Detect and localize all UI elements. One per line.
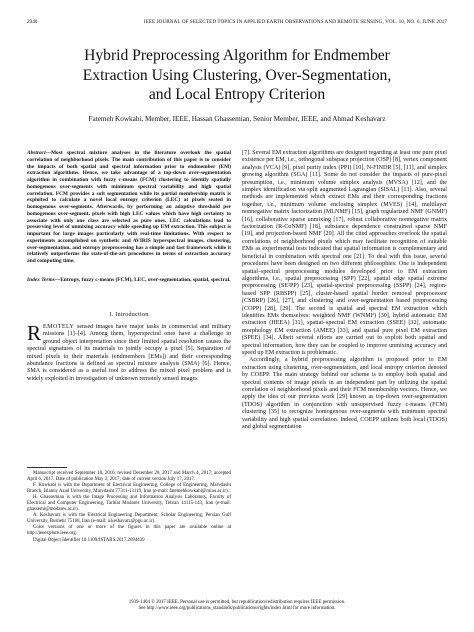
abstract-label: Abstract— [27, 150, 51, 156]
right-column [242, 150, 447, 570]
intro-text: sensed images have major tasks in commercial and military missions [1]–[4]. Among them, hyperspectral ones have a challenge in ground object interpretation since their limited spatial resolution causes the spectral signatures of its materials to jointly occupy a pixel [5]. Separation of mixed pixels to their materials (endmembers [EMs]) and their corresponding abundance fractions is defined as spectral mixture analysis (SMA) [6]. Hence, SMA is considered as a useful tool to address the mixed pixel problem and is widely exploited in investigation of unknown remotely sensed images [27, 324, 231, 382]
footnote-color-versions: Color versions of one or more of the figures in this paper are available online at http://ieeexplore.ieee.org. [27, 525, 231, 537]
copyright-footer [27, 600, 447, 612]
drop-cap: R [27, 324, 42, 345]
index-terms [27, 277, 231, 304]
author-list: Fatemeh Kowkabi, Member, IEEE, Hassan Ghassemian, Senior Member, IEEE, and Ahmad Keshavarz [88, 115, 386, 123]
title-line-2: Extraction Using Clustering, Over-Segmentation, [82, 66, 392, 84]
right-column-body [242, 150, 447, 570]
paper-title [27, 46, 447, 105]
footnote-divider [27, 467, 67, 468]
footnote-manuscript: Manuscript received September 18, 2016; revised December 28, 2017 and March 4, 2017; accepted April 6, 2017. Date of publication May 2, 2017; date of current version July 17, 2017. [27, 471, 231, 483]
section-heading-introduction: I. Introduction [109, 312, 149, 318]
body-paragraph-1: [7]. Several EM extraction algorithms are designed regarding at least one pure pixel existence per EM, i.e., orthogonal subspace projection (OSP) [8], vertex component analysis (VCA) [9], pixel purity index (PPI) [10], N-FINDR [5], [11], and simplex growing algorithm (SGA) [11]. Some do not consider the impacts of pure-pixel presumption, i.e., minimum volume simplex analysis (MVSA) [12], and the simplex identification via split augmented Lagrangian (SISAL) [13]. Also, several methods are implemented which extract EMs and their corresponding fractions together, i.e., minimum volume enclosing simplex (MVES) [14], multilayer nonnegative matrix factorization (MLNMF) [15], graph regularized NMF (GNMF) [16], collaborative sparse unmixing [17], robust collaborative nonnegative matrix factorization (R-CoNMF) [18], substance dependence constrained sparse NMF [19], and projection-based NMF [20]. All the cited approaches overlook the spatial correlations of neighborhood pixels which may facilitate recognition of suitable EMs as experimental tests indicated that spatial information is complementary and beneficial in combination with spectral one [21]. To deal with this issue, several procedures have been designed on two different philosophies: One is independent spatial–spectral preprocessing modules developed prior to EM extraction algorithms, i.e., spatial preprocessing (SPP) [22], spatial edge spatial extreme preprocessing (SE²PP) [23], spatial-spectral preprocessing (SSPP) [24], region-based SPP (RBSPP) [25], cluster-based spatial border removal preprocessor (CSBRP) [26], [27], and clustering and over-segmentation based preprocessing (COPP) [28], [29]. The second is spatial and spectral EM extraction which identifies EMs themselves: weighted NMF (WNMF) [30], hybrid automatic EM extraction (HEEA) [31], spatial–spectral EM extraction (SSEE) [32], automatic morphology EM extraction (AMEE) [33], and spatial pure pixel EM extraction (SPEE) [34]. Albeit several efforts are carried out to exploit both spatial and spectral information, how they can be coupled to improve unmixing accuracy and speed up EM extraction is problematic. [242, 150, 447, 356]
title-line-3: and Local Entropy Criterion [148, 86, 326, 103]
title-line-1: Hybrid Preprocessing Algorithm for Endmember [84, 47, 390, 64]
index-terms-label: Index Terms— [27, 277, 61, 283]
running-header [27, 19, 447, 29]
footnote-doi: Digital Object Identifier 10.1109/JSTARS.2017.2694439 [33, 537, 145, 543]
footnote-author-1: F. Kowkabi is with the Department of Electrical Engineering, College of Engineering, Marvdasht Branch, Islamic Azad University, Marvdasht 77311-13119, Iran (e-mail: fatemehkowkabi@miau.ac.ir). [27, 483, 231, 495]
index-terms-text: Entropy, fuzzy c-means (FCM), LEC, over-segmentation, spatial, spectral. [60, 277, 231, 283]
footnote-author-2: H. Ghassemian is with the Image Processing and Information Analysis Laboratory, Faculty of Electrical and Computer Engineering, Tarbiat Modares University, Tehran 14115-143, Iran (e-mail: ghassemi@modares.ac.ir). [27, 495, 231, 513]
left-column [27, 150, 231, 435]
footer-line-1: 1939-1404 © 2017 IEEE. Personal use is permitted, but republication/redistribution requires IEEE permission. [128, 600, 346, 605]
page-number: 2940 [27, 19, 38, 25]
introduction-paragraph [27, 324, 231, 435]
abstract-text: Most spectral mixture analyses in the literature overlook the spatial correlation of neighborhood pixels. The main contribution of this paper is to consider the impacts of both spatial and spectral information prior to endmember (EM) extraction algorithms. Hence, we take advantage of a top-down over-segmentation algorithm in combination with fuzzy c-means (FCM) clustering to identify spatially homogenous over-segments with minimum spectral variability and high spatial correlation. FCM provides a soft segmentation while its partial membership matrix is exploited to calculate a novel local entropy criterion (LEC) at pixels seated in homogenous over-segments. Afterwards, by performing an adaptive threshold per homogenous over-segment, pixels with high LEC values which have high certainty to associate with only one class are selected as pure ones. LEC calculations lead to preserving level of unmixing accuracy while speeding up EM extraction. This subject is important for large images particularly with real-time limitations. With respect to experiments accomplished on synthetic and AVIRIS hyperspectral images, clustering, over-segmentation, and entropy preprocessing has a simple and fast framework while it relatively outperforms the state-of-the-art procedures in terms of extraction accuracy and computing time. [27, 150, 231, 264]
body-paragraph-2: Accordingly, a hybrid preprocessing algorithm is proposed prior to EM extraction using clustering, over-segmentation, and local entropy criterion denoted by COEPP. The main strategy behind our scheme is to employ both spatial and spectral contents of image pixels in an independent part by utilizing the spatial correlation of neighborhood pixels and their FCM membership vectors. Hence, we apply the idea of our previous work [29] known as top-down over-segmentation (TDOS) algorithm in conjunction with unsupervised fuzzy c-means (FCM) clustering [35] to recognize homogenous over-segments with minimum spectral variability and high spatial correlation. Indeed, COEPP utilizes both local (TDOS) and global segmentation [242, 357, 447, 431]
journal-name: IEEE JOURNAL OF SELECTED TOPICS IN APPLIED EARTH OBSERVATIONS AND REMOTE SENSING, VOL. 10, NO. 6, JUNE 2017 [143, 19, 447, 25]
abstract [27, 150, 231, 271]
footer-line-2: See http://www.ieee.org/publications_standards/publications/rights/index.html for more information. [138, 606, 336, 612]
intro-lead-word: EMOTELY [43, 324, 75, 330]
footnotes [27, 471, 231, 544]
footnote-author-3: A. Keshavarz is with the Electrical Engineering Department, Scholar Engineering, Persian Gulf University, Bushehr 75168, Iran (e-mail: a.keshavarz@pgu.ac.ir). [27, 513, 231, 525]
